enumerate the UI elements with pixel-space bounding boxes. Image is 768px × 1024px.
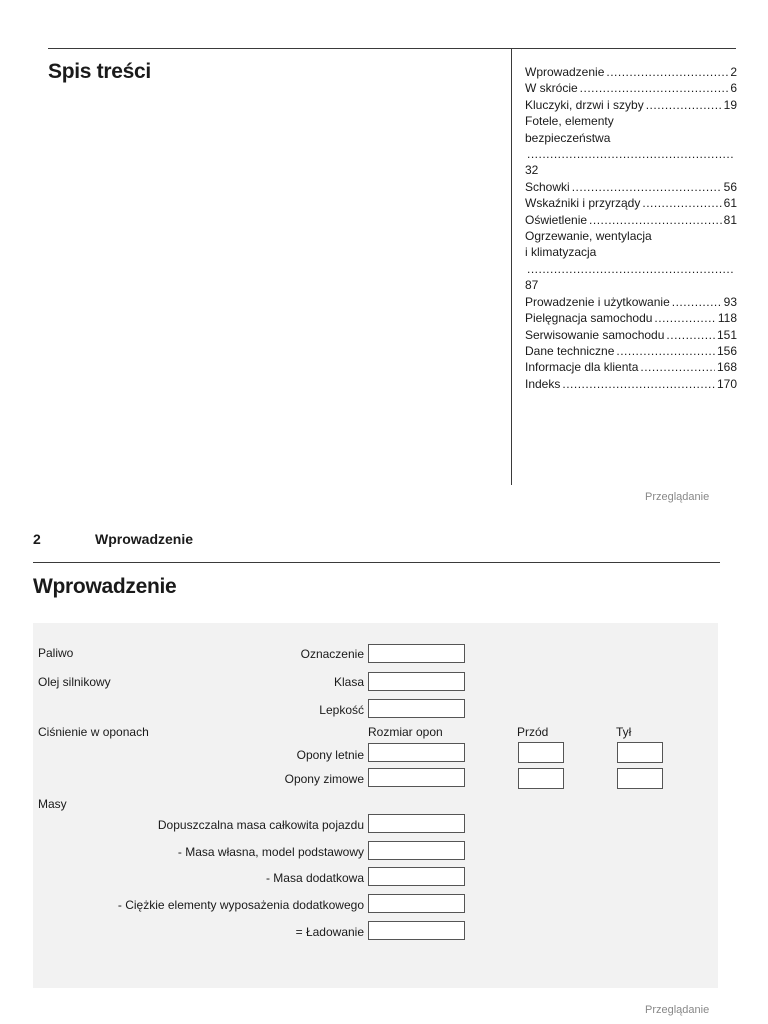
toc-list xyxy=(525,64,737,392)
oil-class-field[interactable] xyxy=(368,672,465,691)
toc-item-page: 151 xyxy=(716,327,737,342)
gvw-field[interactable] xyxy=(368,814,465,833)
toc-item[interactable] xyxy=(525,228,737,294)
payload-field[interactable] xyxy=(368,921,465,940)
kerb-weight-label: - Masa własna, model podstawowy xyxy=(177,845,364,859)
browse-link[interactable]: Przeglądanie xyxy=(645,491,710,503)
toc-item-label: Schowki xyxy=(525,179,570,194)
toc-leader-dots xyxy=(606,64,728,80)
page-title: Wprowadzenie xyxy=(33,575,177,598)
toc-item-label: Prowadzenie i użytkowanie xyxy=(525,294,670,309)
toc-item-page: 170 xyxy=(716,376,737,391)
toc-item-label: Pielęgnacja samochodu xyxy=(525,311,653,326)
gvw-label: Dopuszczalna masa całkowita pojazdu xyxy=(157,818,364,832)
toc-item-label: Wskaźniki i przyrządy xyxy=(525,196,641,211)
designation-label: Oznaczenie xyxy=(300,647,364,661)
winter-rear-pressure-field[interactable] xyxy=(617,768,663,789)
toc-item-label: W skrócie xyxy=(525,81,578,96)
toc-item-page: 81 xyxy=(723,212,737,227)
fuel-label: Paliwo xyxy=(38,646,74,660)
engine-oil-label: Olej silnikowy xyxy=(38,675,111,689)
viscosity-label: Lepkość xyxy=(319,703,364,717)
toc-item-page: 6 xyxy=(730,81,737,96)
toc-item-label-line1: Ogrzewanie, wentylacja xyxy=(525,229,652,244)
toc-leader-dots xyxy=(672,294,722,310)
toc-item[interactable] xyxy=(525,376,737,392)
toc-item-page: 156 xyxy=(716,343,737,358)
toc-item-page: 118 xyxy=(717,311,737,326)
toc-leader-dots xyxy=(527,261,735,277)
toc-leader-dots xyxy=(527,146,735,162)
toc-leader-dots xyxy=(642,195,721,211)
heavy-equipment-label: - Ciężkie elementy wyposażenia dodatkowego xyxy=(117,898,364,912)
header-rule xyxy=(33,562,720,563)
toc-item[interactable] xyxy=(525,294,737,310)
tyre-size-header: Rozmiar opon xyxy=(368,725,443,739)
masses-label: Masy xyxy=(38,797,67,811)
top-rule xyxy=(48,48,736,49)
toc-item-page: 32 xyxy=(525,163,539,178)
toc-item-label: Wprowadzenie xyxy=(525,65,605,79)
toc-leader-dots xyxy=(562,376,715,392)
toc-item-label-line1: Fotele, elementy xyxy=(525,114,614,129)
toc-item-label: Dane techniczne xyxy=(525,343,615,358)
toc-item-label: Informacje dla klienta xyxy=(525,360,639,375)
toc-item-page: 61 xyxy=(723,196,737,211)
browse-link[interactable]: Przeglądanie xyxy=(645,1004,710,1016)
toc-item-label: bezpieczeństwa xyxy=(525,130,611,145)
toc-leader-dots xyxy=(572,179,722,195)
page-number: 2 xyxy=(33,531,41,547)
toc-leader-dots xyxy=(589,212,722,228)
heavy-equipment-field[interactable] xyxy=(368,894,465,913)
designation-field[interactable] xyxy=(368,644,465,663)
toc-item[interactable] xyxy=(525,97,737,113)
toc-divider xyxy=(511,48,512,485)
additional-mass-label: - Masa dodatkowa xyxy=(265,871,364,885)
vehicle-data-form xyxy=(33,623,718,988)
toc-leader-dots xyxy=(616,343,715,359)
winter-tyres-label: Opony zimowe xyxy=(284,772,364,786)
toc-item-label: Oświetlenie xyxy=(525,212,588,227)
toc-item-page: 19 xyxy=(723,97,737,112)
toc-leader-dots xyxy=(640,359,715,375)
toc-item-page: 87 xyxy=(525,278,539,293)
toc-item-label: Serwisowanie samochodu xyxy=(525,327,665,342)
toc-title: Spis treści xyxy=(48,60,151,83)
toc-item-label: i klimatyzacja xyxy=(525,245,597,260)
toc-leader-dots xyxy=(580,80,729,96)
summer-tyres-label: Opony letnie xyxy=(296,748,364,762)
additional-mass-field[interactable] xyxy=(368,867,465,886)
toc-item[interactable] xyxy=(525,212,737,228)
toc-item[interactable] xyxy=(525,80,737,96)
winter-tyre-size-field[interactable] xyxy=(368,768,465,787)
toc-item-page: 93 xyxy=(723,294,737,309)
toc-item[interactable] xyxy=(525,310,737,326)
toc-leader-dots xyxy=(666,327,715,343)
toc-item-label: Kluczyki, drzwi i szyby xyxy=(525,97,644,112)
toc-item-label: Indeks xyxy=(525,376,561,391)
toc-item[interactable] xyxy=(525,195,737,211)
payload-label: = Ładowanie xyxy=(295,925,364,939)
summer-tyre-size-field[interactable] xyxy=(368,743,465,762)
toc-leader-dots xyxy=(646,97,722,113)
toc-item[interactable] xyxy=(525,327,737,343)
rear-header: Tył xyxy=(616,725,632,739)
toc-item-page: 168 xyxy=(716,360,737,375)
winter-front-pressure-field[interactable] xyxy=(518,768,564,789)
toc-item[interactable] xyxy=(525,64,737,80)
running-head: Wprowadzenie xyxy=(95,531,194,547)
front-header: Przód xyxy=(517,725,549,739)
toc-item-page: 56 xyxy=(723,179,737,194)
class-label: Klasa xyxy=(333,675,364,689)
tyre-pressure-label: Ciśnienie w oponach xyxy=(38,725,149,739)
toc-item[interactable] xyxy=(525,343,737,359)
summer-rear-pressure-field[interactable] xyxy=(617,742,663,763)
toc-item[interactable] xyxy=(525,113,737,179)
summer-front-pressure-field[interactable] xyxy=(518,742,564,763)
kerb-weight-field[interactable] xyxy=(368,841,465,860)
toc-item-page: 2 xyxy=(730,65,737,79)
toc-item[interactable] xyxy=(525,359,737,375)
viscosity-field[interactable] xyxy=(368,699,465,718)
toc-leader-dots xyxy=(654,310,715,326)
toc-item[interactable] xyxy=(525,179,737,195)
